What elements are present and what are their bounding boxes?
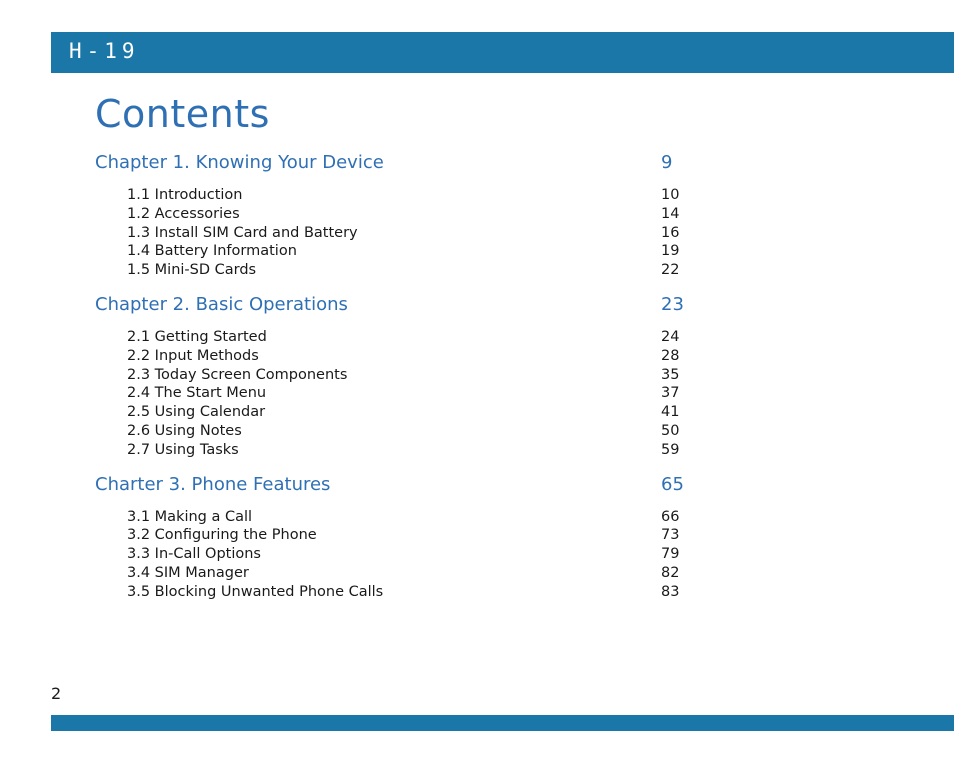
- toc-entry-page: 19: [661, 243, 680, 260]
- toc-entry[interactable]: [95, 564, 687, 583]
- chapter-title: Chapter 2. Basic Operations: [95, 293, 348, 315]
- toc-entry-page: 41: [661, 404, 680, 421]
- toc-entry[interactable]: [95, 441, 687, 460]
- toc-entry-title: 2.1 Getting Started: [127, 328, 267, 345]
- toc-entry-title: 3.5 Blocking Unwanted Phone Calls: [127, 583, 384, 600]
- toc-entry[interactable]: [95, 583, 687, 602]
- toc-entry-page: 59: [661, 441, 680, 458]
- toc-entry-page: 82: [661, 564, 680, 581]
- toc-entry[interactable]: [95, 422, 687, 441]
- toc-entry[interactable]: [95, 242, 687, 261]
- toc-entry-title: 2.2 Input Methods: [127, 347, 259, 364]
- chapter-title: Chapter 1. Knowing Your Device: [95, 152, 384, 173]
- toc-entry-page: 50: [661, 422, 680, 439]
- chapter-page: 65: [661, 473, 684, 495]
- toc-entry-page: 37: [661, 385, 680, 402]
- toc-entry[interactable]: [95, 366, 687, 385]
- page-number: 2: [51, 684, 62, 703]
- toc-entry[interactable]: [95, 526, 687, 545]
- toc-entry-page: 35: [661, 366, 680, 383]
- toc-entry[interactable]: [95, 403, 687, 422]
- toc-entry-title: 1.2 Accessories: [127, 205, 240, 222]
- toc-entry[interactable]: [95, 508, 687, 527]
- toc-entry-page: 66: [661, 508, 680, 525]
- chapter-3: [95, 474, 687, 602]
- chapter-1: [95, 152, 687, 280]
- toc-entry-page: 79: [661, 546, 680, 563]
- toc-entry-title: 2.4 The Start Menu: [127, 385, 267, 402]
- toc-entry-page: 22: [661, 262, 680, 279]
- chapter-page: 9: [661, 152, 673, 173]
- toc-entry[interactable]: [95, 261, 687, 280]
- toc-entry-title: 1.3 Install SIM Card and Battery: [127, 224, 358, 241]
- toc-entry-title: 1.4 Battery Information: [127, 243, 297, 260]
- toc-entry-page: 14: [661, 205, 680, 222]
- header-bar: [51, 32, 954, 73]
- toc-entry-title: 1.1 Introduction: [127, 187, 243, 203]
- toc-entry-page: 73: [661, 527, 680, 544]
- brand-logo: H-19: [69, 39, 140, 63]
- toc-entry[interactable]: [95, 328, 687, 347]
- toc-entry-title: 2.7 Using Tasks: [127, 441, 239, 458]
- chapter-heading[interactable]: [95, 474, 687, 501]
- toc-entry-title: 3.3 In-Call Options: [127, 546, 261, 563]
- footer-bar: [51, 715, 954, 731]
- toc-entry[interactable]: [95, 347, 687, 366]
- toc-entry-title: 2.3 Today Screen Components: [127, 366, 348, 383]
- toc-entry[interactable]: [95, 545, 687, 564]
- chapter-title: Charter 3. Phone Features: [95, 473, 331, 495]
- toc-entry-page: 10: [661, 187, 680, 203]
- toc-entry-title: 3.4 SIM Manager: [127, 564, 249, 581]
- toc-entry-title: 3.2 Configuring the Phone: [127, 527, 317, 544]
- toc-entry[interactable]: [95, 186, 687, 205]
- toc-entry-page: 16: [661, 224, 680, 241]
- page-title: Contents: [95, 92, 270, 136]
- toc-entry-title: 2.5 Using Calendar: [127, 404, 266, 421]
- toc-entry-title: 1.5 Mini-SD Cards: [127, 262, 257, 279]
- toc-entry-title: 2.6 Using Notes: [127, 422, 242, 439]
- toc-entry[interactable]: [95, 384, 687, 403]
- chapter-heading[interactable]: [95, 152, 687, 179]
- toc-entry[interactable]: [95, 224, 687, 243]
- chapter-heading[interactable]: [95, 294, 687, 321]
- toc-entry-page: 28: [661, 347, 680, 364]
- toc-entry-page: 24: [661, 328, 680, 345]
- toc-entry-page: 83: [661, 583, 680, 600]
- table-of-contents: [95, 152, 687, 616]
- chapter-page: 23: [661, 293, 684, 315]
- toc-entry-title: 3.1 Making a Call: [127, 508, 253, 525]
- chapter-2: [95, 294, 687, 460]
- toc-entry[interactable]: [95, 205, 687, 224]
